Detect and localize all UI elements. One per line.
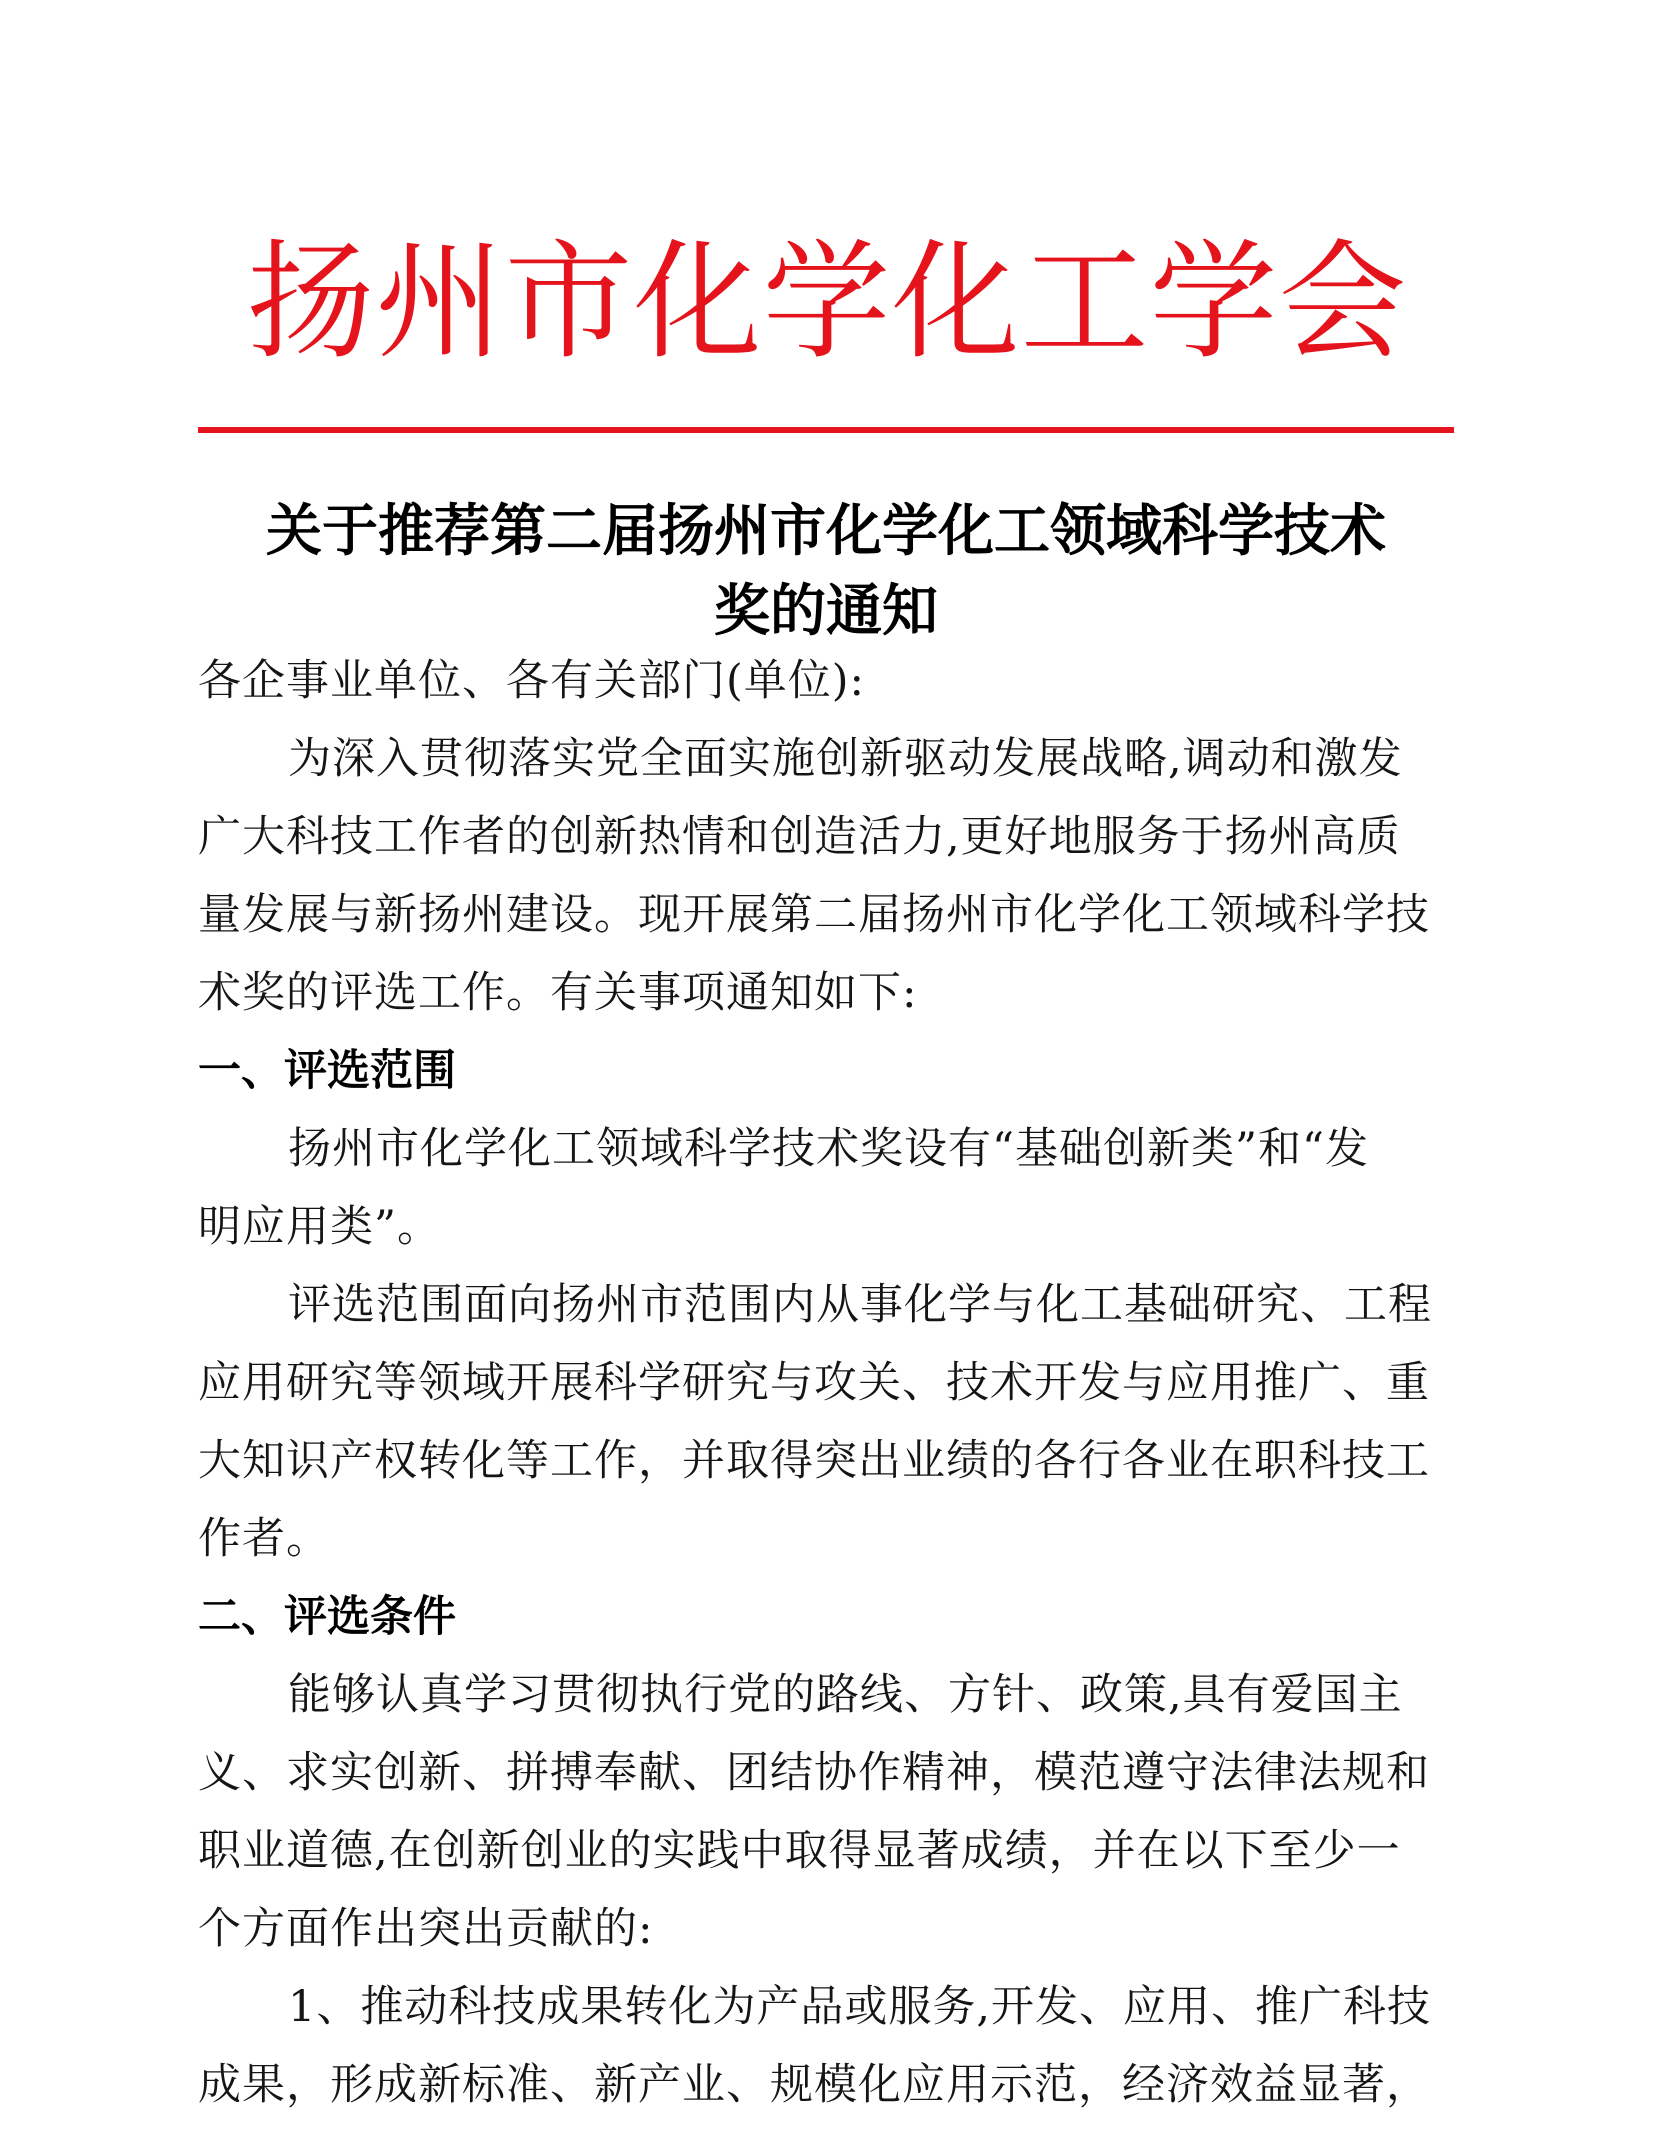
criteria-para1-line-1: 能够认真学习贯彻执行党的路线、方针、政策,具有爱国主 <box>288 1670 1403 1720</box>
section-heading-scope: 一、评选范围 <box>198 1046 456 1096</box>
salutation: 各企事业单位、各有关部门(单位): <box>198 656 866 706</box>
criteria-para1-line-3: 职业道德,在创新创业的实践中取得显著成绩，并在以下至少一 <box>198 1826 1401 1876</box>
intro-line-4: 术奖的评选工作。有关事项通知如下: <box>198 968 918 1018</box>
masthead-organization-name: 扬州市化学化工学会 <box>246 228 1408 377</box>
notice-title-line-2: 奖的通知 <box>714 579 938 644</box>
scope-para2-line-3: 大知识产权转化等工作，并取得突出业绩的各行各业在职科技工 <box>198 1436 1430 1486</box>
scope-para1-line-1: 扬州市化学化工领域科学技术奖设有“基础创新类”和“发 <box>288 1124 1369 1174</box>
section-heading-criteria: 二、评选条件 <box>198 1592 456 1642</box>
scope-para1-line-2: 明应用类”。 <box>198 1202 441 1252</box>
criteria-para1-line-4: 个方面作出突出贡献的: <box>198 1904 654 1954</box>
notice-title <box>198 492 1454 652</box>
scope-para2-line-4: 作者。 <box>198 1514 330 1564</box>
intro-line-1: 为深入贯彻落实党全面实施创新驱动发展战略,调动和激发 <box>288 734 1403 784</box>
intro-line-3: 量发展与新扬州建设。现开展第二届扬州市化学化工领域科学技 <box>198 890 1430 940</box>
intro-line-2: 广大科技工作者的创新热情和创造活力,更好地服务于扬州高质 <box>198 812 1401 862</box>
scope-para2-line-1: 评选范围面向扬州市范围内从事化学与化工基础研究、工程 <box>288 1280 1432 1330</box>
scope-para2-line-2: 应用研究等领域开展科学研究与攻关、技术开发与应用推广、重 <box>198 1358 1430 1408</box>
criteria-item1-line-1: 1、推动科技成果转化为产品或服务,开发、应用、推广科技 <box>288 1982 1432 2032</box>
masthead-red-divider <box>198 427 1454 433</box>
criteria-para1-line-2: 义、求实创新、拼搏奉献、团结协作精神，模范遵守法律法规和 <box>198 1748 1430 1798</box>
criteria-item1-line-2: 成果，形成新标准、新产业、规模化应用示范，经济效益显著， <box>198 2060 1430 2110</box>
notice-title-line-1: 关于推荐第二届扬州市化学化工领域科学技术 <box>266 499 1386 564</box>
